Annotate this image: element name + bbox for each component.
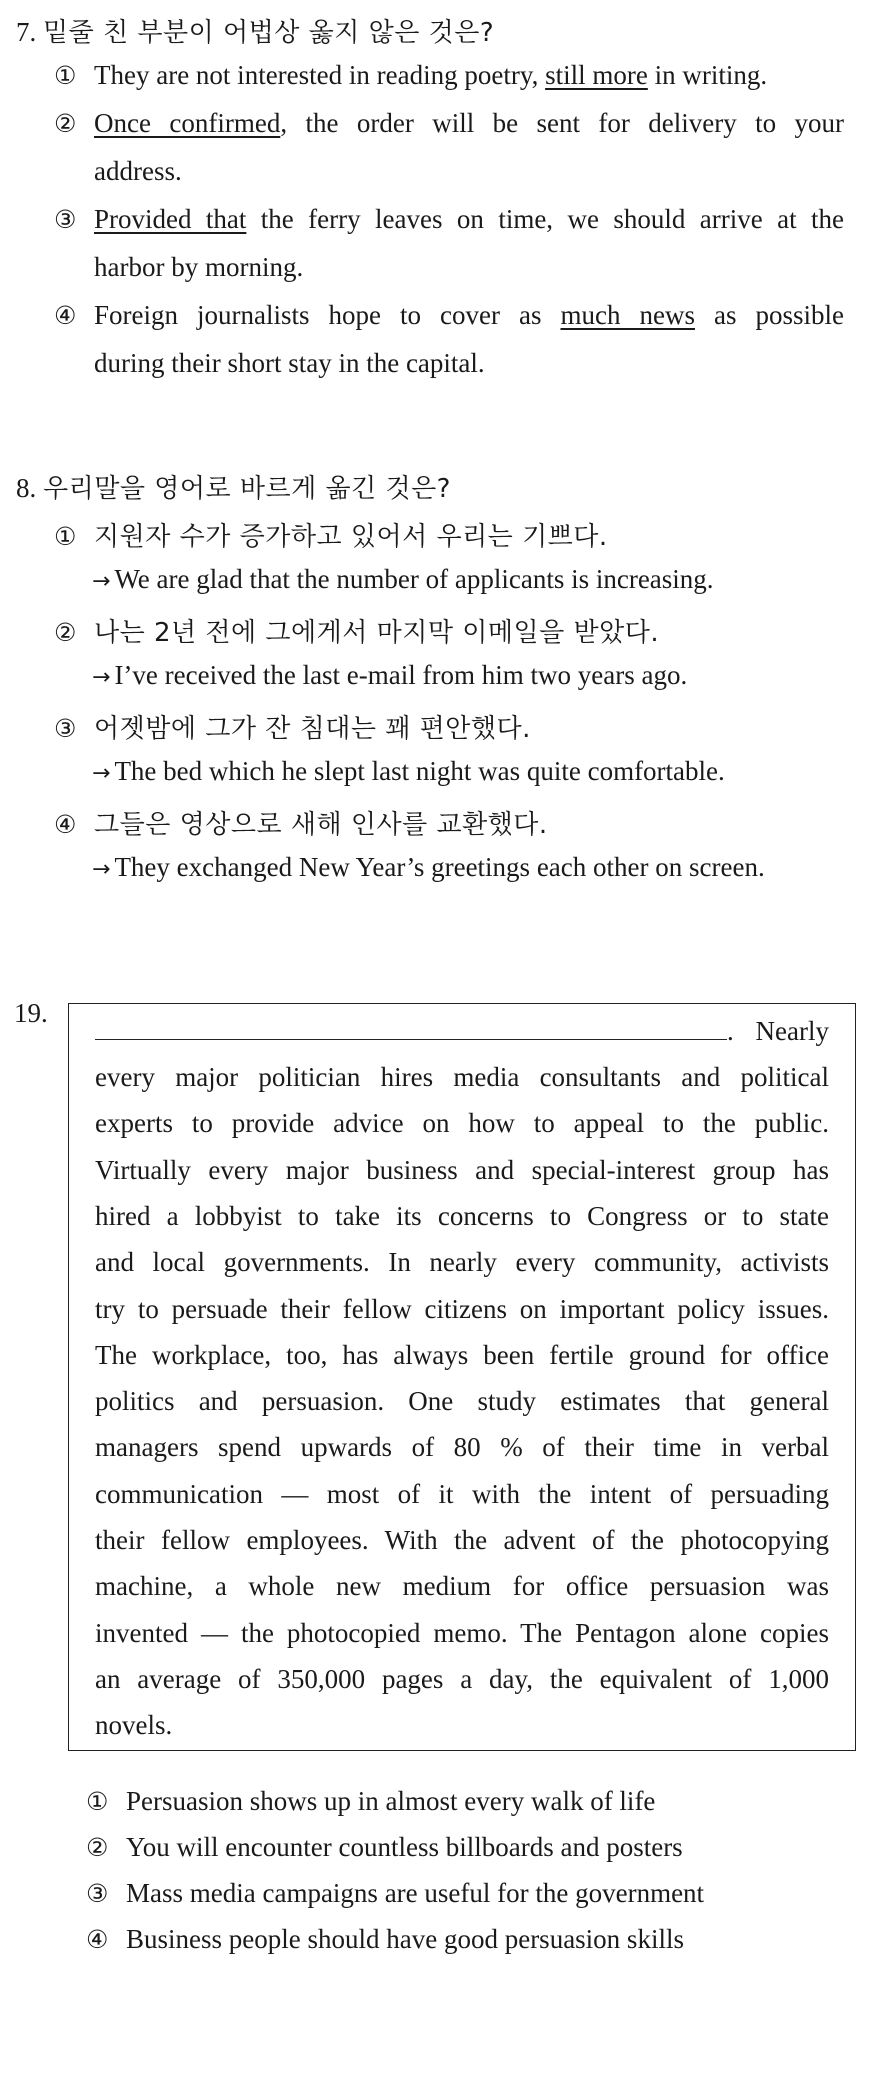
question-text: 밑줄 친 부분이 어법상 옳지 않은 것은? bbox=[43, 18, 495, 48]
passage-box bbox=[68, 1003, 856, 1751]
option-marker: ① bbox=[54, 522, 77, 551]
passage-line: machine, a whole new medium for office persuasion was bbox=[95, 1571, 829, 1602]
passage-line-blank: . Nearly bbox=[95, 1016, 829, 1052]
q8-option-2-translation bbox=[92, 660, 687, 691]
question-number: 19. bbox=[14, 998, 48, 1028]
passage-line: experts to provide advice on how to appeal to the public. bbox=[95, 1108, 829, 1139]
q19-option-3[interactable] bbox=[86, 1878, 704, 1909]
option-marker: ② bbox=[54, 618, 77, 647]
question-text: 우리말을 영어로 바르게 옮긴 것은? bbox=[43, 474, 451, 504]
answer-blank bbox=[95, 1017, 727, 1040]
passage-line: novels. bbox=[95, 1710, 173, 1741]
passage-line: invented — the photocopied memo. The Pentagon alone copies bbox=[95, 1617, 829, 1648]
passage-line: Virtually every major business and special-interest group has bbox=[95, 1154, 829, 1185]
question-7-header bbox=[16, 12, 494, 49]
english-sentence: I’ve received the last e-mail from him two years ago. bbox=[114, 660, 688, 690]
option-text: Persuasion shows up in almost every walk of life bbox=[126, 1786, 656, 1816]
q19-option-4[interactable] bbox=[86, 1924, 684, 1955]
option-marker: ④ bbox=[54, 301, 77, 330]
underlined-phrase: Provided that bbox=[94, 204, 247, 234]
underlined-phrase: much news bbox=[560, 300, 695, 330]
option-marker: ③ bbox=[54, 205, 77, 234]
q8-option-4[interactable] bbox=[54, 804, 548, 841]
option-marker: ① bbox=[86, 1787, 109, 1816]
q8-option-2[interactable] bbox=[54, 612, 659, 649]
option-marker: ③ bbox=[86, 1879, 109, 1908]
option-marker: ③ bbox=[54, 714, 77, 743]
passage-line: an average of 350,000 pages a day, the equivalent of 1,000 bbox=[95, 1663, 829, 1694]
underlined-phrase: Once confirmed bbox=[94, 108, 281, 138]
passage-line: try to persuade their fellow citizens on important policy issues. bbox=[95, 1293, 829, 1324]
english-sentence: They exchanged New Year’s greetings each other on screen. bbox=[114, 852, 765, 882]
option-marker: ① bbox=[54, 61, 77, 90]
q7-option-2[interactable]: ② Once confirmed, the order will be sent for delivery to your bbox=[54, 108, 845, 138]
option-marker: ④ bbox=[86, 1925, 109, 1954]
passage-line: their fellow employees. With the advent of the photocopying bbox=[95, 1525, 829, 1555]
q8-option-3[interactable] bbox=[54, 708, 531, 745]
english-sentence: The bed which he slept last night was quite comfortable. bbox=[114, 756, 725, 786]
q8-option-1[interactable] bbox=[54, 516, 608, 553]
passage-line: The workplace, too, has always been fertile ground for office bbox=[95, 1339, 829, 1370]
option-text: Business people should have good persuasion skills bbox=[126, 1924, 684, 1954]
q7-option-3-cont: harbor by morning. bbox=[94, 252, 304, 282]
arrow-icon: → bbox=[92, 857, 111, 882]
option-marker: ② bbox=[86, 1833, 109, 1862]
option-marker: ④ bbox=[54, 810, 77, 839]
korean-sentence: 지원자 수가 증가하고 있어서 우리는 기쁘다. bbox=[94, 522, 608, 552]
q8-option-1-translation bbox=[92, 564, 714, 595]
passage-line: politics and persuasion. One study estimates that general bbox=[95, 1386, 829, 1417]
passage-line: hired a lobbyist to take its concerns to Congress or to state bbox=[95, 1200, 829, 1231]
question-8-header bbox=[16, 468, 451, 505]
q7-option-4[interactable]: ④ Foreign journalists hope to cover as much news as possible bbox=[54, 300, 844, 330]
question-number: 7. bbox=[16, 17, 37, 47]
passage-line: and local governments. In nearly every community, activists bbox=[95, 1247, 829, 1278]
option-marker: ② bbox=[54, 109, 77, 138]
option-text: Mass media campaigns are useful for the government bbox=[126, 1878, 705, 1908]
arrow-icon: → bbox=[92, 665, 111, 690]
passage-line: every major politician hires media consultants and political bbox=[95, 1062, 829, 1092]
q8-option-3-translation bbox=[92, 756, 725, 787]
arrow-icon: → bbox=[92, 569, 111, 594]
arrow-icon: → bbox=[92, 761, 111, 786]
option-text: You will encounter countless billboards and posters bbox=[126, 1832, 683, 1862]
korean-sentence: 나는 2년 전에 그에게서 마지막 이메일을 받았다. bbox=[94, 618, 660, 648]
q19-option-1[interactable] bbox=[86, 1786, 655, 1817]
q8-option-4-translation bbox=[92, 852, 765, 883]
q7-option-4-cont: during their short stay in the capital. bbox=[94, 348, 485, 378]
underlined-phrase: still more bbox=[545, 60, 648, 90]
option-text: They are not interested in reading poetry, still more in writing. bbox=[94, 60, 768, 90]
question-number: 8. bbox=[16, 473, 37, 503]
q7-option-2-cont: address. bbox=[94, 156, 182, 186]
english-sentence: We are glad that the number of applicants is increasing. bbox=[114, 564, 714, 594]
korean-sentence: 그들은 영상으로 새해 인사를 교환했다. bbox=[94, 810, 548, 840]
korean-sentence: 어젯밤에 그가 잔 침대는 꽤 편안했다. bbox=[94, 714, 531, 744]
q19-option-2[interactable] bbox=[86, 1832, 683, 1863]
passage-line: managers spend upwards of 80 % of their time in verbal bbox=[95, 1432, 829, 1463]
q7-option-3[interactable]: ③ Provided that the ferry leaves on time, we should arrive at the bbox=[54, 204, 844, 234]
passage-line: communication — most of it with the intent of persuading bbox=[95, 1478, 829, 1509]
q7-option-1[interactable] bbox=[54, 60, 844, 91]
